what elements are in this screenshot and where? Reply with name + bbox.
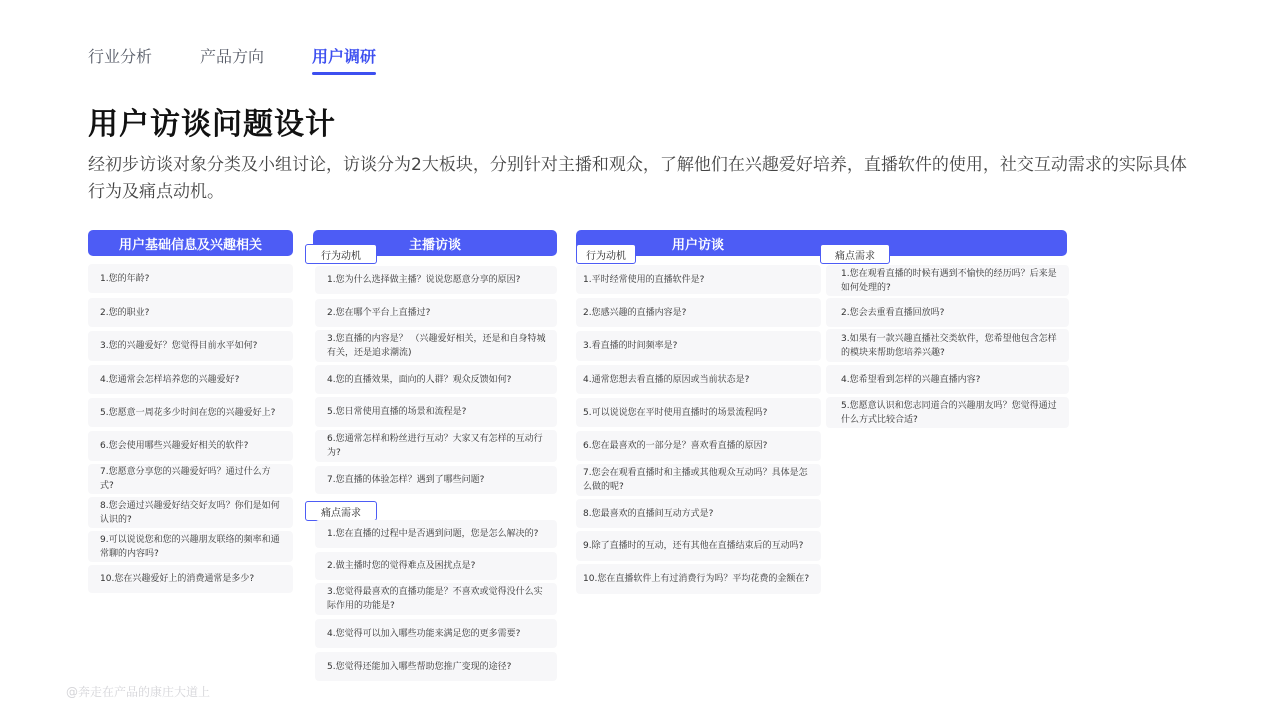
streamer-motivation-question-1: 1.您为什么选择做主播？说说您愿意分享的原因? <box>315 266 557 294</box>
streamer-pain-question-4: 4.您觉得可以加入哪些功能来满足您的更多需要? <box>315 619 557 648</box>
basic-question-2: 2.您的职业? <box>88 298 293 327</box>
streamer-motivation-question-2: 2.您在哪个平台上直播过? <box>315 299 557 327</box>
basic-question-1: 1.您的年龄? <box>88 264 293 293</box>
user-pain-question-2: 2.您会去重看直播回放吗? <box>826 298 1069 327</box>
user-motivation-question-7: 7.您会在观看直播时和主播或其他观众互动吗？具体是怎么做的呢? <box>576 464 821 496</box>
user-motivation-question-1: 1.平时经常使用的直播软件是? <box>576 265 821 294</box>
basic-info-header: 用户基础信息及兴趣相关 <box>88 230 293 256</box>
user-interview-header: 用户访谈 <box>576 230 1067 256</box>
basic-question-5: 5.您愿意一周花多少时间在您的兴趣爱好上? <box>88 398 293 427</box>
streamer-motivation-question-4: 4.您的直播效果，面向的人群？观众反馈如何? <box>315 365 557 394</box>
streamer-motivation-question-6: 6.您通常怎样和粉丝进行互动？大家又有怎样的互动行为? <box>315 430 557 462</box>
user-motivation-question-10: 10.您在直播软件上有过消费行为吗？平均花费的金额在? <box>576 564 821 594</box>
user-pain-question-3: 3.如果有一款兴趣直播社交类软件，您希望他包含怎样的模块来帮助您培养兴趣? <box>826 329 1069 362</box>
tab-user-research[interactable]: 用户调研 <box>312 44 376 75</box>
page-description: 经初步访谈对象分类及小组讨论，访谈分为2大板块，分别针对主播和观众，了解他们在兴趣爱好培养，直播软件的使用，社交互动需求的实际具体行为及痛点动机。 <box>88 155 1187 202</box>
basic-question-4: 4.您通常会怎样培养您的兴趣爱好? <box>88 365 293 394</box>
tab-industry-analysis[interactable]: 行业分析 <box>88 47 153 66</box>
basic-question-6: 6.您会使用哪些兴趣爱好相关的软件? <box>88 431 293 461</box>
user-pain-question-5: 5.您愿意认识和您志同道合的兴趣朋友吗？您觉得通过什么方式比较合适? <box>826 397 1069 428</box>
top-tabs <box>88 44 376 75</box>
user-motivation-question-9: 9.除了直播时的互动，还有其他在直播结束后的互动吗? <box>576 531 821 561</box>
streamer-pain-tag: 痛点需求 <box>305 501 377 521</box>
streamer-motivation-question-3: 3.您直播的内容是？ （兴趣爱好相关，还是和自身特城有关，还是追求潮流) <box>315 330 557 362</box>
user-motivation-question-6: 6.您在最喜欢的一部分是？喜欢看直播的原因? <box>576 431 821 461</box>
streamer-motivation-tag: 行为动机 <box>305 244 377 264</box>
streamer-pain-question-3: 3.您觉得最喜欢的直播功能是？不喜欢或觉得没什么实际作用的功能是? <box>315 583 557 615</box>
user-motivation-question-3: 3.看直播的时间频率是? <box>576 331 821 361</box>
user-pain-question-1: 1.您在观看直播的时候有遇到不愉快的经历吗？后来是如何处理的? <box>826 265 1069 296</box>
streamer-pain-question-1: 1.您在直播的过程中是否遇到问题，您是怎么解决的? <box>315 520 557 548</box>
page-title: 用户访谈问题设计 <box>88 107 336 142</box>
streamer-motivation-question-5: 5.您日常使用直播的场景和流程是? <box>315 397 557 427</box>
user-pain-tag: 痛点需求 <box>820 244 890 264</box>
basic-question-3: 3.您的兴趣爱好？您觉得目前水平如何? <box>88 331 293 361</box>
user-motivation-question-8: 8.您最喜欢的直播间互动方式是? <box>576 499 821 528</box>
user-motivation-question-4: 4.通常您想去看直播的原因或当前状态是? <box>576 365 821 394</box>
watermark-text: @奔走在产品的康庄大道上 <box>66 685 211 699</box>
streamer-pain-question-5: 5.您觉得还能加入哪些帮助您推广变现的途径? <box>315 652 557 681</box>
basic-question-10: 10.您在兴趣爱好上的消费通常是多少? <box>88 565 293 593</box>
streamer-motivation-question-7: 7.您直播的体验怎样？遇到了哪些问题? <box>315 466 557 494</box>
user-motivation-tag: 行为动机 <box>576 244 636 264</box>
basic-question-7: 7.您愿意分享您的兴趣爱好吗？通过什么方式? <box>88 464 293 494</box>
user-motivation-question-5: 5.可以说说您在平时使用直播时的场景流程吗? <box>576 398 821 427</box>
basic-question-9: 9.可以说说您和您的兴趣朋友联络的频率和通常聊的内容吗? <box>88 531 293 562</box>
streamer-pain-question-2: 2.做主播时您的觉得难点及困扰点是? <box>315 552 557 580</box>
user-pain-question-4: 4.您希望看到怎样的兴趣直播内容? <box>826 365 1069 394</box>
user-motivation-question-2: 2.您感兴趣的直播内容是? <box>576 298 821 327</box>
streamer-interview-header: 主播访谈 <box>313 230 557 256</box>
tab-product-direction[interactable]: 产品方向 <box>200 47 265 66</box>
basic-question-8: 8.您会通过兴趣爱好结交好友吗？你们是如何认识的? <box>88 497 293 528</box>
